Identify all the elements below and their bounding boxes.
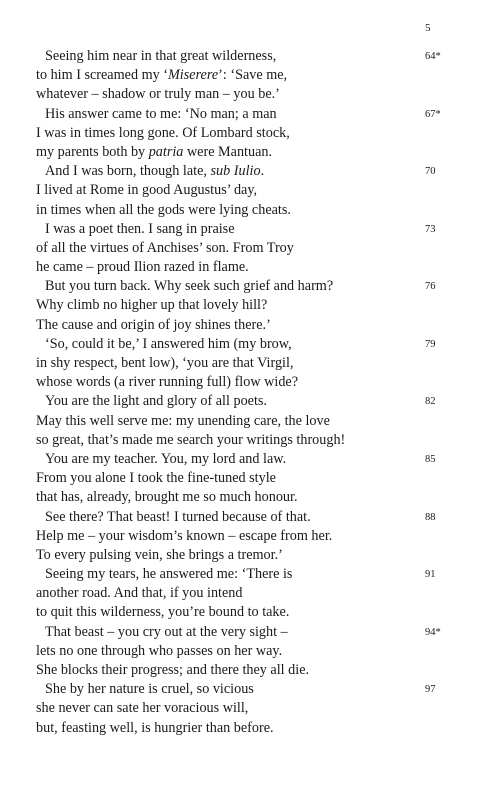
verse-line: my parents both by patria were Mantuan. xyxy=(36,143,273,160)
verse-line: May this well serve me: my unending care, the love xyxy=(36,412,330,429)
verse-line: whose words (a river running full) flow wide? xyxy=(36,374,299,391)
verse-line: You are the light and glory of all poets. 82 xyxy=(0,392,498,411)
line-number: 67* xyxy=(425,108,441,120)
verse-line: That beast – you cry out at the very sight – 94* xyxy=(0,623,498,642)
verse-line: Help me – your wisdom’s known – escape from her. xyxy=(36,527,333,544)
verse-line: in times when all the gods were lying cheats. xyxy=(36,201,291,218)
verse-line: See there? That beast! I turned because of that. 88 xyxy=(0,508,498,527)
verse-line: Why climb no higher up that lovely hill? xyxy=(36,297,268,314)
verse-line: of all the virtues of Anchises’ son. From Troy xyxy=(36,239,294,256)
line-number: 88 xyxy=(425,511,436,523)
line-number: 85 xyxy=(425,453,436,465)
verse-line: so great, that’s made me search your writings through! xyxy=(36,431,346,448)
verse-line: I lived at Rome in good Augustus’ day, xyxy=(36,182,258,199)
line-number: 76 xyxy=(425,281,436,293)
line-number: 97 xyxy=(425,684,436,696)
verse-line: another road. And that, if you intend xyxy=(36,585,243,602)
line-number: 79 xyxy=(425,338,436,350)
page-number: 5 xyxy=(425,22,431,34)
verse-line: His answer came to me: ‘No man; a man 67* xyxy=(0,105,498,124)
verse-line: Seeing my tears, he answered me: ‘There is 91 xyxy=(0,565,498,584)
verse-line: but, feasting well, is hungrier than before. xyxy=(36,719,274,736)
verse-line: lets no one through who passes on her way. xyxy=(36,642,283,659)
verse-line: in shy respect, bent low), ‘you are that Virgil, xyxy=(36,355,294,371)
verse-line: to quit this wilderness, you’re bound to take. xyxy=(36,604,290,621)
verse-line: ‘So, could it be,’ I answered him (my brow, 79 xyxy=(0,335,498,354)
verse-line: whatever – shadow or truly man – you be.’ xyxy=(36,86,280,103)
verse-line: I was a poet then. I sang in praise 73 xyxy=(0,220,498,239)
verse-line: I was in times long gone. Of Lombard stock, xyxy=(36,124,290,141)
line-number: 70 xyxy=(425,166,436,178)
verse-line: she never can sate her voracious will, xyxy=(36,700,249,717)
verse-line: he came – proud Ilion razed in flame. xyxy=(36,259,249,276)
verse-line: But you turn back. Why seek such grief and harm? 76 xyxy=(0,277,498,296)
line-number: 94* xyxy=(425,626,441,638)
verse-line: She by her nature is cruel, so vicious 97 xyxy=(0,680,498,699)
verse-line: that has, already, brought me so much honour. xyxy=(36,489,298,506)
verse-line: To every pulsing vein, she brings a tremor.’ xyxy=(36,546,283,563)
verse-line: From you alone I took the fine-tuned style xyxy=(36,470,276,487)
line-number: 82 xyxy=(425,396,436,408)
verse-line: to him I screamed my ‘Miserere’: ‘Save me, xyxy=(36,67,288,84)
verse-line: She blocks their progress; and there they all die. xyxy=(36,662,310,678)
poem-text xyxy=(0,47,498,738)
line-number: 91 xyxy=(425,569,436,581)
verse-line: And I was born, though late, sub Iulio. 70 xyxy=(0,162,498,181)
verse-line: Seeing him near in that great wilderness, 64* xyxy=(0,47,498,66)
verse-line: The cause and origin of joy shines there.’ xyxy=(36,316,271,333)
verse-line: You are my teacher. You, my lord and law. 85 xyxy=(0,450,498,469)
line-number: 64* xyxy=(425,51,441,62)
line-number: 73 xyxy=(425,223,436,235)
